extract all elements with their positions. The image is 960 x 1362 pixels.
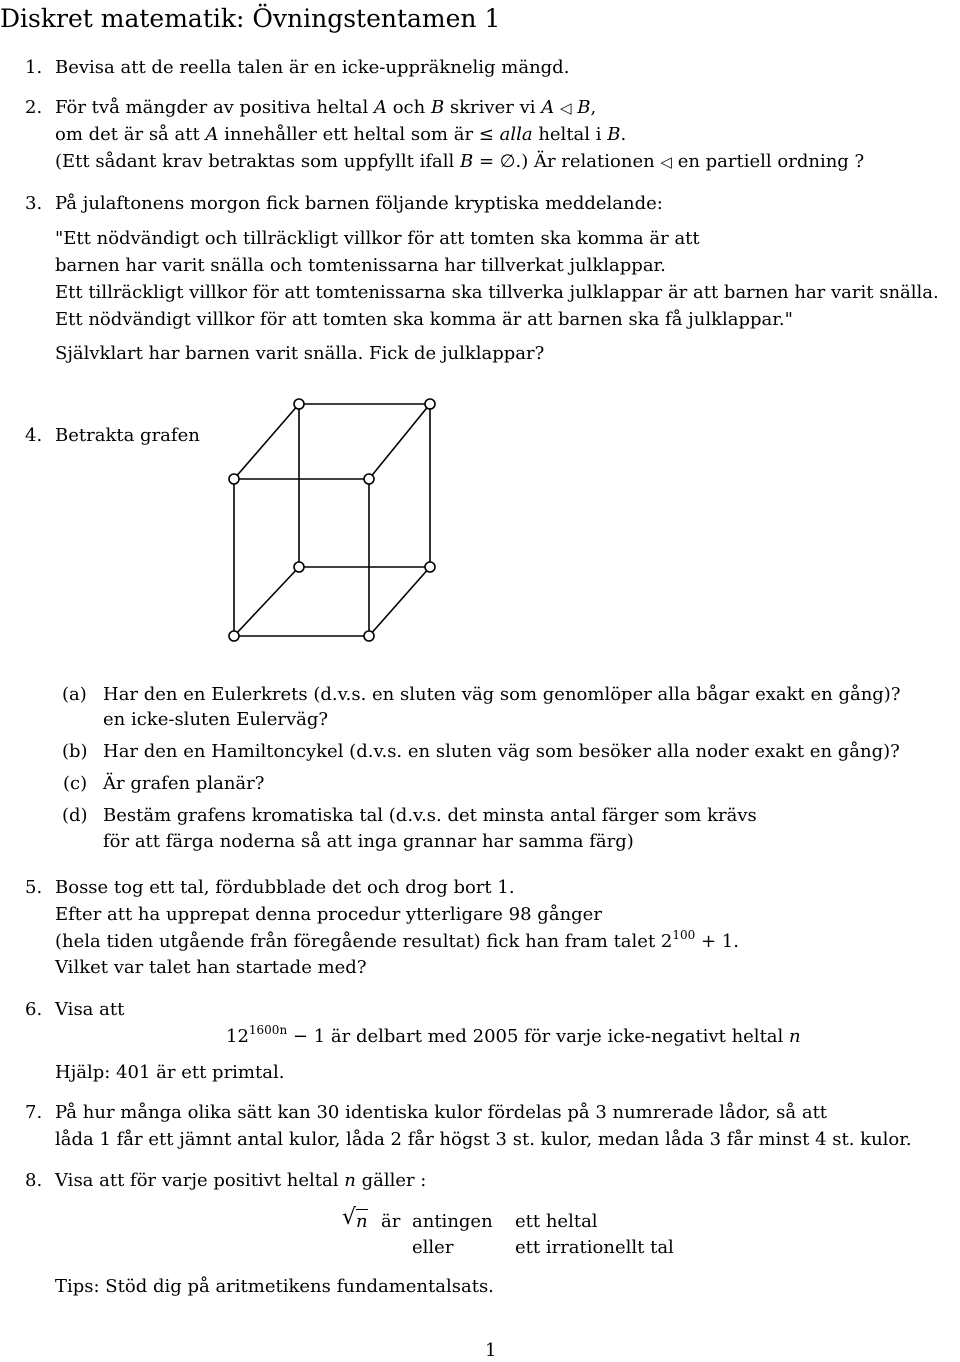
question-2-number: 2. bbox=[25, 97, 43, 118]
graph-node bbox=[294, 399, 304, 409]
question-8-ar: är bbox=[381, 1211, 401, 1232]
sqrt-n: √ n bbox=[342, 1205, 368, 1232]
question-3-line: barnen har varit snälla och tomtenissarna har tillverkat julklappar. bbox=[55, 255, 666, 276]
part-a-line-1: Har den en Eulerkrets (d.v.s. en sluten väg som genomlöper alla bågar exakt en gång)? bbox=[103, 684, 901, 705]
question-8-option-2: ett irrationellt tal bbox=[515, 1237, 674, 1258]
question-8-line-1: Visa att för varje positivt heltal n gäller : bbox=[55, 1170, 427, 1191]
question-2-line-2: om det är så att A innehåller ett heltal som är ≤ alla heltal i B. bbox=[55, 124, 627, 145]
triangle-relation-icon: ◁ bbox=[559, 99, 572, 117]
question-6-hint: Hjälp: 401 är ett primtal. bbox=[55, 1062, 285, 1083]
question-5-line-3: (hela tiden utgående från föregående resultat) fick han fram talet $2^{100} + 1$. bbox=[55, 928, 739, 952]
question-4-text: Betrakta grafen bbox=[55, 425, 200, 446]
part-d-label: (d) bbox=[62, 805, 88, 826]
part-c-line-1: Är grafen planär? bbox=[103, 773, 265, 794]
page-title: Diskret matematik: Övningstentamen 1 bbox=[0, 4, 501, 33]
question-1-text: Bevisa att de reella talen är en icke-uppräknelig mängd. bbox=[55, 57, 570, 78]
part-a-line-2: en icke-sluten Eulerväg? bbox=[103, 709, 329, 730]
question-1-number: 1. bbox=[25, 57, 43, 78]
question-8-antingen: antingen bbox=[412, 1211, 493, 1232]
part-c-label: (c) bbox=[63, 773, 88, 794]
question-6-number: 6. bbox=[25, 999, 43, 1020]
question-3-number: 3. bbox=[25, 193, 43, 214]
question-8-tips: Tips: Stöd dig på aritmetikens fundamentalsats. bbox=[55, 1276, 494, 1297]
part-b-label: (b) bbox=[62, 741, 88, 762]
part-d-line-2: för att färga noderna så att inga grannar har samma färg) bbox=[103, 831, 634, 852]
question-2-line-1: För två mängder av positiva heltal A och B skriver vi A ◁ B, bbox=[55, 97, 597, 118]
question-7-number: 7. bbox=[25, 1102, 43, 1123]
cube-graph bbox=[225, 395, 445, 645]
question-3-line: Ett nödvändigt villkor för att tomten ska komma är att barnen ska få julklappar." bbox=[55, 309, 793, 330]
graph-node bbox=[364, 474, 374, 484]
graph-node bbox=[425, 562, 435, 572]
question-2-line-3: (Ett sådant krav betraktas som uppfyllt ifall B = ∅.) Är relationen ◁ en partiell ordning ? bbox=[55, 151, 865, 172]
graph-node bbox=[294, 562, 304, 572]
question-5-line-2: Efter att ha upprepat denna procedur ytterligare 98 gånger bbox=[55, 904, 602, 925]
question-3-line: Ett tillräckligt villkor för att tomtenissarna ska tillverka julklappar är att barnen har varit snälla. bbox=[55, 282, 939, 303]
question-3-line: Självklart har barnen varit snälla. Fick de julklappar? bbox=[55, 343, 545, 364]
question-6-formula: $12^{1600n} - 1$ är delbart med 2005 för varje icke-negativt heltal n bbox=[226, 1023, 801, 1047]
question-3-line: På julaftonens morgon fick barnen följande kryptiska meddelande: bbox=[55, 193, 663, 214]
page-number: 1 bbox=[485, 1340, 497, 1361]
question-7-line-1: På hur många olika sätt kan 30 identiska kulor fördelas på 3 numrerade lådor, så att bbox=[55, 1102, 828, 1123]
question-8-number: 8. bbox=[25, 1170, 43, 1191]
question-8-option-1: ett heltal bbox=[515, 1211, 598, 1232]
graph-node bbox=[229, 474, 239, 484]
question-7-line-2: låda 1 får ett jämnt antal kulor, låda 2 får högst 3 st. kulor, medan låda 3 får minst 4 st. kulor. bbox=[55, 1129, 912, 1150]
question-3-line: "Ett nödvändigt och tillräckligt villkor för att tomten ska komma är att bbox=[55, 228, 700, 249]
question-6-line-1: Visa att bbox=[55, 999, 125, 1020]
question-5-line-1: Bosse tog ett tal, fördubblade det och drog bort 1. bbox=[55, 877, 515, 898]
triangle-relation-icon: ◁ bbox=[660, 153, 672, 171]
question-5-number: 5. bbox=[25, 877, 43, 898]
graph-node bbox=[229, 631, 239, 641]
graph-node bbox=[425, 399, 435, 409]
question-5-line-4: Vilket var talet han startade med? bbox=[55, 957, 367, 978]
question-4-number: 4. bbox=[25, 425, 43, 446]
graph-node bbox=[364, 631, 374, 641]
part-b-line-1: Har den en Hamiltoncykel (d.v.s. en sluten väg som besöker alla noder exakt en gång)? bbox=[103, 741, 900, 762]
part-a-label: (a) bbox=[62, 684, 87, 705]
question-8-eller: eller bbox=[412, 1237, 454, 1258]
part-d-line-1: Bestäm grafens kromatiska tal (d.v.s. det minsta antal färger som krävs bbox=[103, 805, 757, 826]
